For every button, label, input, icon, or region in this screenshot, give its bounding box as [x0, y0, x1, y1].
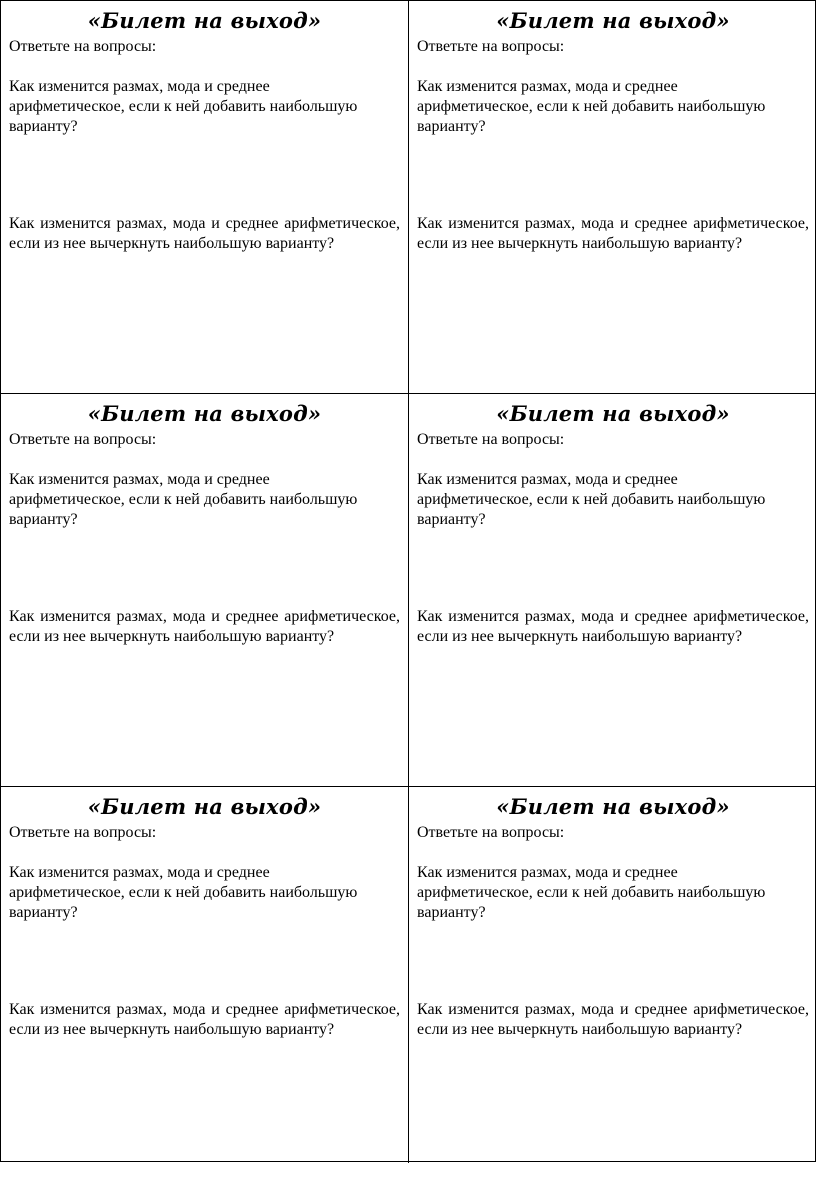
- ticket-title: «Билет на выход»: [496, 794, 730, 819]
- ticket-title: «Билет на выход»: [87, 794, 322, 819]
- ticket-question-1: Как изменится размах, мода и среднее арифметическое, если к ней добавить наибольшую варианту?: [9, 78, 358, 135]
- ticket-question-1: Как изменится размах, мода и среднее арифметическое, если к ней добавить наибольшую варианту?: [9, 864, 358, 921]
- ticket-prompt: Ответьте на вопросы:: [417, 38, 565, 55]
- ticket-question-2: Как изменится размах, мода и среднее арифметическое, если из нее вычеркнуть наибольшую варианту?: [417, 215, 809, 252]
- ticket-question-2: Как изменится размах, мода и среднее арифметическое, если из нее вычеркнуть наибольшую варианту?: [9, 215, 400, 252]
- ticket-prompt: Ответьте на вопросы:: [417, 431, 565, 448]
- ticket-title: «Билет на выход»: [87, 8, 322, 33]
- ticket-prompt: Ответьте на вопросы:: [417, 824, 565, 841]
- ticket-prompt: Ответьте на вопросы:: [9, 431, 157, 448]
- ticket-title: «Билет на выход»: [496, 8, 730, 33]
- exit-ticket-card-6: [409, 787, 816, 1163]
- ticket-question-1: Как изменится размах, мода и среднее арифметическое, если к ней добавить наибольшую варианту?: [417, 471, 766, 528]
- exit-ticket-card-3: [1, 394, 409, 787]
- ticket-question-2: Как изменится размах, мода и среднее арифметическое, если из нее вычеркнуть наибольшую варианту?: [417, 1001, 809, 1038]
- ticket-title: «Билет на выход»: [87, 401, 322, 426]
- exit-ticket-card-5: [1, 787, 409, 1163]
- exit-ticket-card-4: [409, 394, 816, 787]
- ticket-title: «Билет на выход»: [496, 401, 730, 426]
- exit-ticket-card-2: [409, 1, 816, 394]
- ticket-question-2: Как изменится размах, мода и среднее арифметическое, если из нее вычеркнуть наибольшую варианту?: [417, 608, 809, 645]
- exit-ticket-card-1: [1, 1, 409, 394]
- ticket-question-1: Как изменится размах, мода и среднее арифметическое, если к ней добавить наибольшую варианту?: [417, 864, 766, 921]
- ticket-question-1: Как изменится размах, мода и среднее арифметическое, если к ней добавить наибольшую варианту?: [9, 471, 358, 528]
- ticket-prompt: Ответьте на вопросы:: [9, 824, 157, 841]
- ticket-question-1: Как изменится размах, мода и среднее арифметическое, если к ней добавить наибольшую варианту?: [417, 78, 766, 135]
- ticket-prompt: Ответьте на вопросы:: [9, 38, 157, 55]
- ticket-question-2: Как изменится размах, мода и среднее арифметическое, если из нее вычеркнуть наибольшую варианту?: [9, 1001, 400, 1038]
- ticket-question-2: Как изменится размах, мода и среднее арифметическое, если из нее вычеркнуть наибольшую варианту?: [9, 608, 400, 645]
